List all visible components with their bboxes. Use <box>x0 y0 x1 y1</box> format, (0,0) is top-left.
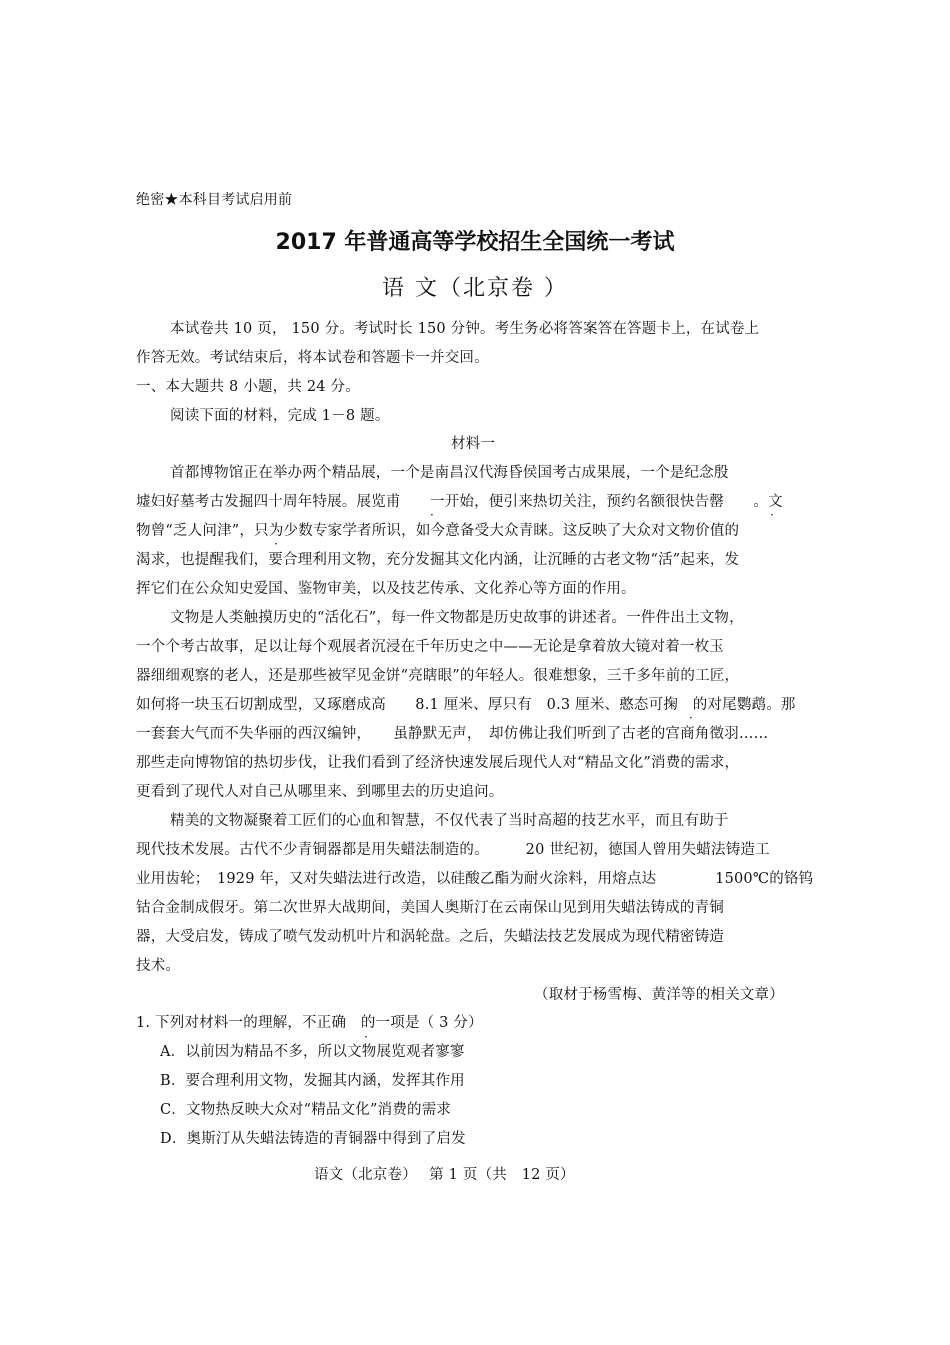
material-line: 文物是人类触摸历史的“活化石”，每一件文物都是历史故事的讲述者。一件件出土文物， <box>170 610 744 626</box>
material-line: 渴求，也提醒我们，要合理利用文物，充分发掘其文化内涵，让沉睡的古老文物“活”起来，发 <box>136 552 740 568</box>
emphasis-dot: · <box>770 508 774 522</box>
emphasis-dot: · <box>689 711 693 725</box>
material-source: （取材于杨雪梅、黄洋等的相关文章） <box>534 987 784 1003</box>
material-line: 现代技术发展。古代不少青铜器都是用失蜡法制造的。 20 世纪初，德国人曾用失蜡法铸造工 <box>136 842 770 858</box>
material-line: 那些走向博物馆的热切步伐，让我们看到了经济快速发展后现代人对“精品文化”消费的需求， <box>136 755 740 771</box>
material-line: 一套套大气而不失华丽的西汉编钟， 虽静默无声， 却仿佛让我们听到了古老的宫商角徵羽…… <box>136 726 769 742</box>
material-line: 挥它们在公众知史爱国、鉴物审美，以及技艺传承、文化养心等方面的作用。 <box>136 581 636 597</box>
exam-subtitle: 语 文（北京卷 ） <box>382 276 568 301</box>
material-line: 更看到了现代人对自己从哪里来、到哪里去的历史追问。 <box>136 784 504 800</box>
material-heading: 材料一 <box>451 436 496 452</box>
emphasis-dot: · <box>430 508 434 522</box>
material-line: 物曾“乏人问津”，只为少数专家学者所识，如今意备受大众青睐。这反映了大众对文物价值的 <box>136 523 740 539</box>
option-b: B．要合理利用文物，发掘其内涵，发挥其作用 <box>160 1073 465 1089</box>
material-line: 精美的文物凝聚着工匠们的心血和智慧，不仅代表了当时高超的技艺水平，而且有助于 <box>170 813 729 829</box>
section-directions: 阅读下面的材料，完成 1－8 题。 <box>170 408 390 424</box>
material-line: 如何将一块玉石切割成型，又琢磨成高 8.1 厘米、厚只有 0.3 厘米、憨态可掬 的对尾鹦鹉。那 <box>136 697 796 713</box>
material-line: 器细细观察的老人，还是那些被罕见金饼“亮瞎眼”的年轻人。很难想象，三千多年前的工匠， <box>136 668 740 684</box>
section-heading: 一、本大题共 8 小题，共 24 分。 <box>136 379 360 395</box>
material-line: 一个个考古故事，足以让每个观展者沉浸在千年历史之中——无论是拿着放大镜对着一枚玉 <box>136 639 724 655</box>
option-a: A．以前因为精品不多，所以文物展览观者寥寥 <box>160 1044 465 1060</box>
question-stem: 1. 下列对材料一的理解，不正确 的一项是（ 3 分） <box>136 1015 483 1031</box>
instruction-line: 作答无效。考试结束后，将本试卷和答题卡一并交回。 <box>136 350 489 366</box>
material-line: 技术。 <box>136 958 181 974</box>
page-footer: 语文（北京卷） 第 1 页（共 12 页） <box>314 1167 575 1183</box>
material-line: 业用齿轮； 1929 年，又对失蜡法进行改造，以硅酸乙酯为耐火涂料，用熔点达 1500℃的铬钨 <box>136 871 814 887</box>
material-line: 钴合金制成假牙。第二次世界大战期间，美国人奥斯汀在云南保山见到用失蜡法铸成的青铜 <box>136 900 724 916</box>
material-line: 首都博物馆正在举办两个精品展，一个是南昌汉代海昏侯国考古成果展，一个是纪念殷 <box>170 465 729 481</box>
option-d: D．奥斯汀从失蜡法铸造的青铜器中得到了启发 <box>160 1131 466 1147</box>
emphasis-dot: · <box>364 1030 368 1044</box>
exam-title: 2017 年普通高等学校招生全国统一考试 <box>275 230 675 255</box>
instruction-line: 本试卷共 10 页， 150 分。考试时长 150 分钟。考生务必将答案答在答题卡上，在试卷上 <box>170 321 760 337</box>
option-c: C．文物热反映大众对“精品文化”消费的需求 <box>160 1102 452 1118</box>
emphasis-dot: · <box>274 537 278 551</box>
material-line: 墟妇好墓考古发掘四十周年特展。展览甫 一开始，便引来热切关注，预约名额很快告罄 。文 <box>136 494 783 510</box>
confidential-label: 绝密★本科目考试启用前 <box>136 192 293 208</box>
material-line: 器，大受启发，铸成了喷气发动机叶片和涡轮盘。之后，失蜡法技艺发展成为现代精密铸造 <box>136 929 724 945</box>
